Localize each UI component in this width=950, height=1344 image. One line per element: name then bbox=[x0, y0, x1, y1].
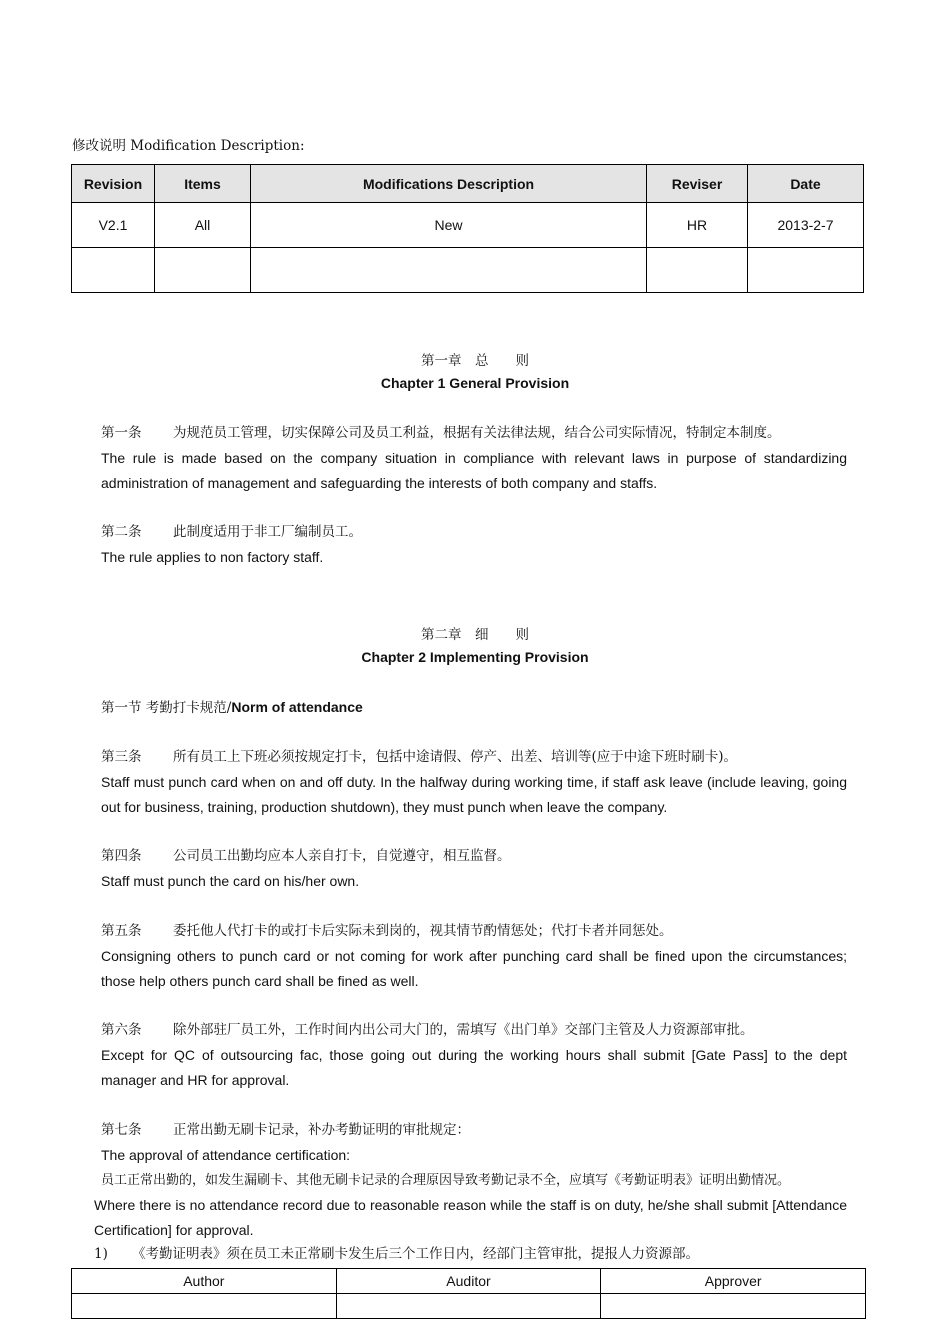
chapter1-en-title: Chapter 1 General Provision bbox=[380, 375, 570, 391]
signature-auditor-label: Auditor bbox=[336, 1269, 601, 1294]
signature-author-label: Author bbox=[72, 1269, 337, 1294]
article-4 bbox=[101, 844, 847, 894]
header-items: Items bbox=[155, 165, 251, 203]
article-2-cn-text: 此制度适用于非工厂编制员工。 bbox=[173, 524, 362, 540]
article-3-cn-text: 所有员工上下班必须按规定打卡，包括中途请假、停产、出差、培训等(应于中途下班时刷卡)。 bbox=[173, 749, 738, 765]
chapter1-cn-title: 第一章 总 则 bbox=[421, 353, 529, 369]
article-4-number: 第四条 bbox=[101, 848, 142, 864]
article-6-cn-text: 除外部驻厂员工外，工作时间内出公司大门的，需填写《出门单》交部门主管及人力资源部审批。 bbox=[173, 1022, 754, 1038]
article-2-number: 第二条 bbox=[101, 524, 142, 540]
signature-approver-label: Approver bbox=[601, 1269, 866, 1294]
signature-auditor-field[interactable] bbox=[336, 1294, 601, 1319]
article-6-cn bbox=[101, 1018, 847, 1043]
article-5-cn-text: 委托他人代打卡的或打卡后实际未到岗的，视其情节酌情惩处；代打卡者并同惩处。 bbox=[173, 923, 673, 939]
cell-items: All bbox=[155, 203, 251, 248]
revision-table bbox=[71, 164, 864, 293]
article-2-en: The rule applies to non factory staff. bbox=[101, 549, 324, 565]
header-date: Date bbox=[748, 165, 864, 203]
article-6-en: Except for QC of outsourcing fac, those going out during the working hours shall submit [Gate Pass] to the dept manager and HR for approval. bbox=[101, 1047, 847, 1088]
article-1-cn bbox=[101, 421, 847, 446]
section-1-en: Norm of attendance bbox=[231, 699, 363, 715]
article-5-number: 第五条 bbox=[101, 923, 142, 939]
cell-date bbox=[748, 248, 864, 293]
cell-revision: V2.1 bbox=[72, 203, 155, 248]
signature-value-row bbox=[72, 1294, 866, 1319]
signature-header-row bbox=[72, 1269, 866, 1294]
table-row bbox=[72, 203, 864, 248]
signature-table bbox=[71, 1268, 866, 1319]
header-revision: Revision bbox=[72, 165, 155, 203]
chapter2-cn-title: 第二章 细 则 bbox=[421, 627, 529, 643]
article-7-cn-text: 正常出勤无刷卡记录，补办考勤证明的审批规定： bbox=[173, 1122, 470, 1138]
signature-author-field[interactable] bbox=[72, 1294, 337, 1319]
revision-table-header-row bbox=[72, 165, 864, 203]
article-3-cn bbox=[101, 745, 847, 770]
article-6-number: 第六条 bbox=[101, 1022, 142, 1038]
cell-items bbox=[155, 248, 251, 293]
section-1-heading bbox=[101, 695, 847, 721]
article-7-item-1 bbox=[94, 1242, 854, 1267]
header-modifications-description: Modifications Description bbox=[251, 165, 647, 203]
article-7-item-1-number: 1) bbox=[94, 1246, 108, 1262]
article-7-cn-detail: 员工正常出勤的，如发生漏刷卡、其他无刷卡记录的合理原因导致考勤记录不全，应填写《考勤证明表》证明出勤情况。 bbox=[101, 1173, 791, 1188]
cell-revision bbox=[72, 248, 155, 293]
article-5-cn bbox=[101, 919, 847, 944]
article-2 bbox=[101, 520, 847, 570]
header-reviser: Reviser bbox=[647, 165, 748, 203]
article-7-item-1-text: 《考勤证明表》须在员工未正常刷卡发生后三个工作日内，经部门主管审批，提报人力资源部。 bbox=[132, 1246, 699, 1262]
article-1 bbox=[101, 421, 847, 496]
article-4-cn bbox=[101, 844, 847, 869]
cell-reviser bbox=[647, 248, 748, 293]
article-7-en-detail: Where there is no attendance record due to reasonable reason while the staff is on duty, he/she shall submit [Attendance Certification] for approval. bbox=[94, 1197, 847, 1238]
article-5 bbox=[101, 919, 847, 994]
cell-description: New bbox=[251, 203, 647, 248]
article-7-number: 第七条 bbox=[101, 1122, 142, 1138]
article-3-number: 第三条 bbox=[101, 749, 142, 765]
article-1-number: 第一条 bbox=[101, 425, 142, 441]
article-3 bbox=[101, 745, 847, 820]
article-1-en: The rule is made based on the company situation in compliance with relevant laws in purpose of standardizing administration of management and safeguarding the interests of both company and staffs. bbox=[101, 450, 847, 491]
article-1-cn-text: 为规范员工管理，切实保障公司及员工利益，根据有关法律法规，结合公司实际情况，特制定本制度。 bbox=[173, 425, 781, 441]
section-1-cn: 第一节 考勤打卡规范/ bbox=[101, 700, 232, 716]
article-3-en: Staff must punch card when on and off duty. In the halfway during working time, if staff ask leave (include leaving, going out for business, training, production shutdown), they must punch when leave the company. bbox=[101, 774, 847, 815]
cell-reviser: HR bbox=[647, 203, 748, 248]
cell-date: 2013-2-7 bbox=[748, 203, 864, 248]
article-2-cn bbox=[101, 520, 847, 545]
article-4-cn-text: 公司员工出勤均应本人亲自打卡，自觉遵守，相互监督。 bbox=[173, 848, 511, 864]
article-4-en: Staff must punch the card on his/her own. bbox=[101, 873, 360, 889]
table-row bbox=[72, 248, 864, 293]
article-6 bbox=[101, 1018, 847, 1093]
article-7 bbox=[101, 1118, 847, 1168]
signature-approver-field[interactable] bbox=[601, 1294, 866, 1319]
article-5-en: Consigning others to punch card or not coming for work after punching card shall be fined upon the circumstances; those help others punch card shall be fined as well. bbox=[101, 948, 847, 989]
article-7-en: The approval of attendance certification: bbox=[101, 1147, 351, 1163]
cell-description bbox=[251, 248, 647, 293]
article-7-cn bbox=[101, 1118, 847, 1143]
modification-description-title: 修改说明 Modification Description: bbox=[72, 138, 305, 154]
chapter2-en-title: Chapter 2 Implementing Provision bbox=[361, 649, 589, 665]
